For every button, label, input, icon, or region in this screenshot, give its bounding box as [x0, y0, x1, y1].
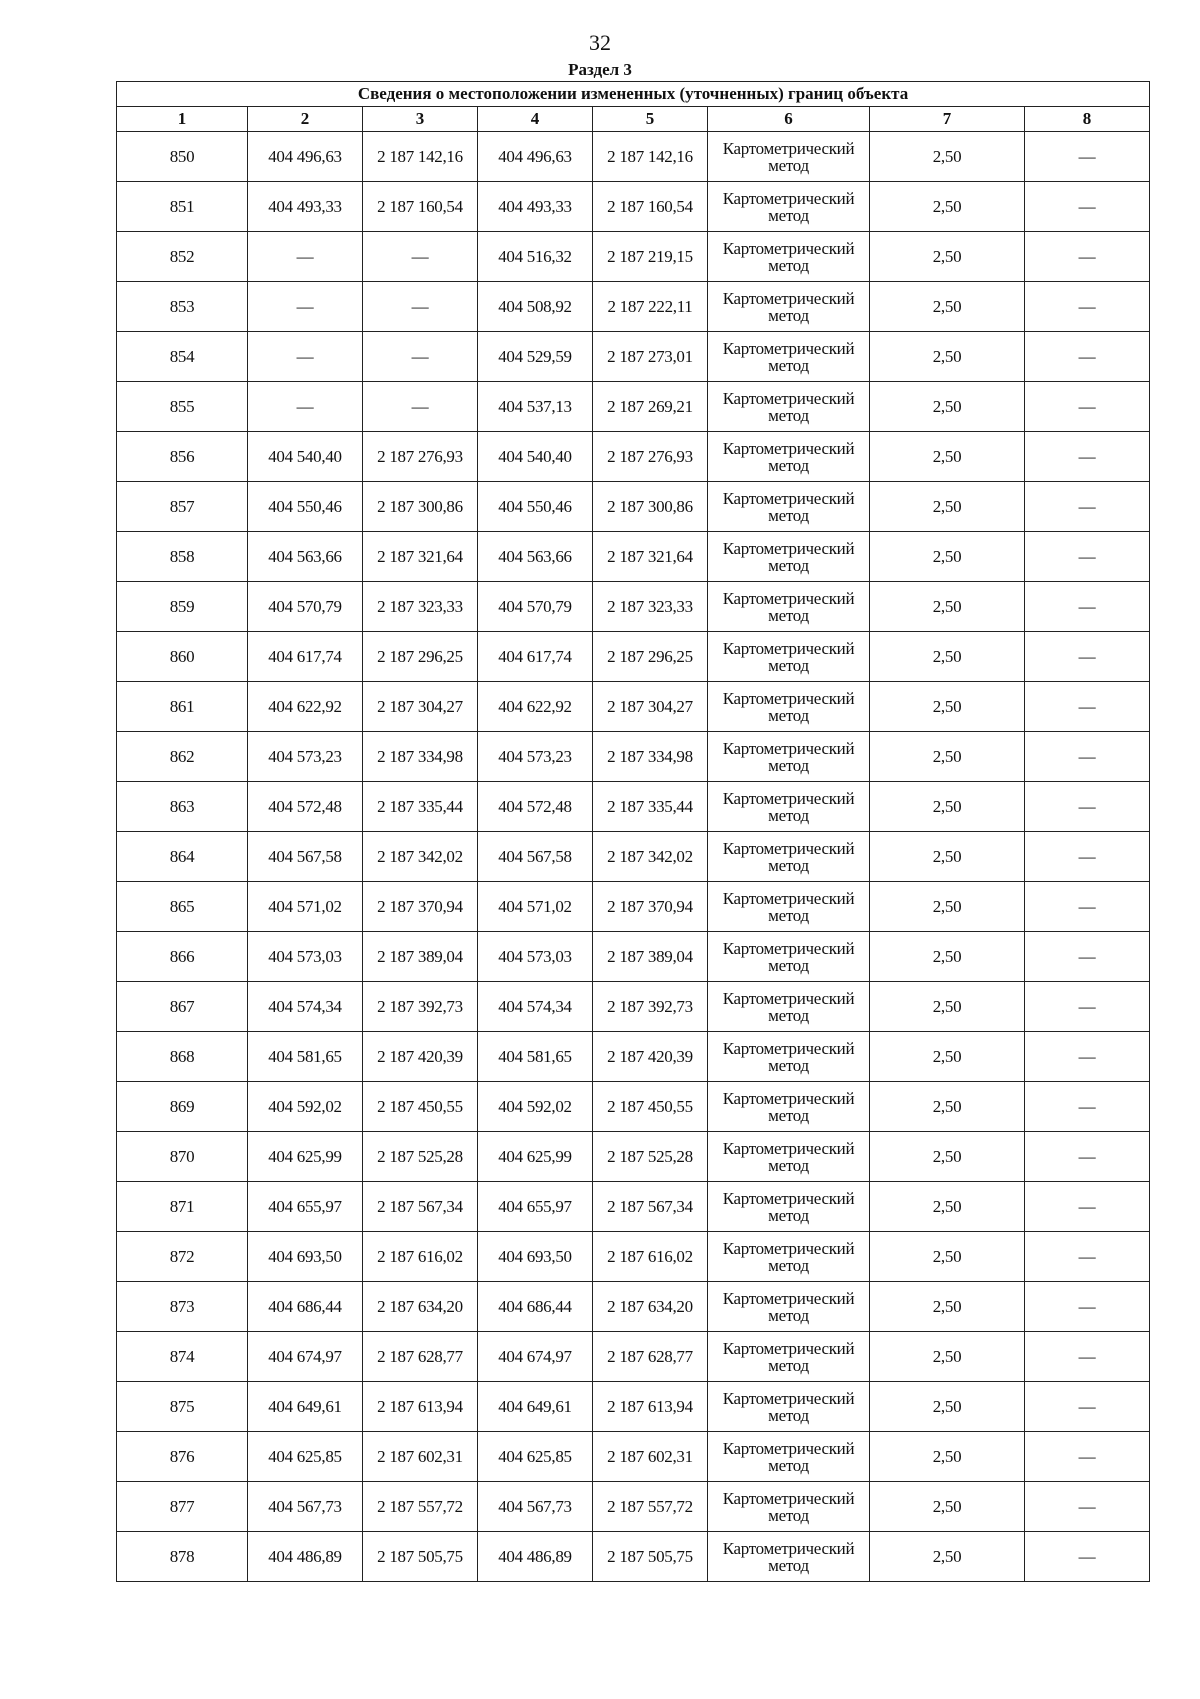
note-cell: — — [1025, 882, 1150, 932]
method-cell: Картометрический метод — [708, 582, 870, 632]
method-cell: Картометрический метод — [708, 1232, 870, 1282]
note-cell: — — [1025, 682, 1150, 732]
x-new-cell: 404 567,73 — [478, 1482, 593, 1532]
y-old-cell: 2 187 505,75 — [363, 1532, 478, 1582]
x-new-cell: 404 571,02 — [478, 882, 593, 932]
coordinates-table — [116, 81, 1150, 1582]
column-number-7: 7 — [870, 107, 1025, 132]
accuracy-cell: 2,50 — [870, 332, 1025, 382]
y-old-cell: 2 187 304,27 — [363, 682, 478, 732]
x-old-cell: 404 622,92 — [248, 682, 363, 732]
note-cell: — — [1025, 1132, 1150, 1182]
method-cell: Картометрический метод — [708, 132, 870, 182]
table-row — [117, 882, 1150, 932]
note-cell: — — [1025, 1032, 1150, 1082]
column-number-4: 4 — [478, 107, 593, 132]
point-number-cell: 854 — [117, 332, 248, 382]
table-row — [117, 132, 1150, 182]
point-number-cell: 850 — [117, 132, 248, 182]
page-number: 32 — [589, 30, 611, 55]
x-old-cell: — — [248, 232, 363, 282]
method-cell: Картометрический метод — [708, 1482, 870, 1532]
note-cell: — — [1025, 332, 1150, 382]
y-new-cell: 2 187 296,25 — [593, 632, 708, 682]
y-new-cell: 2 187 525,28 — [593, 1132, 708, 1182]
method-cell: Картометрический метод — [708, 432, 870, 482]
note-cell: — — [1025, 1482, 1150, 1532]
accuracy-cell: 2,50 — [870, 1032, 1025, 1082]
section-title: Раздел 3 — [568, 60, 632, 79]
point-number-cell: 858 — [117, 532, 248, 582]
x-old-cell: 404 573,03 — [248, 932, 363, 982]
note-cell: — — [1025, 832, 1150, 882]
y-old-cell: 2 187 342,02 — [363, 832, 478, 882]
table-row — [117, 1332, 1150, 1382]
accuracy-cell: 2,50 — [870, 882, 1025, 932]
method-cell: Картометрический метод — [708, 832, 870, 882]
method-cell: Картометрический метод — [708, 682, 870, 732]
x-old-cell: 404 693,50 — [248, 1232, 363, 1282]
x-new-cell: 404 686,44 — [478, 1282, 593, 1332]
method-cell: Картометрический метод — [708, 1382, 870, 1432]
point-number-cell: 867 — [117, 982, 248, 1032]
x-new-cell: 404 592,02 — [478, 1082, 593, 1132]
method-cell: Картометрический метод — [708, 232, 870, 282]
table-row — [117, 932, 1150, 982]
method-cell: Картометрический метод — [708, 282, 870, 332]
point-number-cell: 862 — [117, 732, 248, 782]
x-old-cell: — — [248, 332, 363, 382]
x-old-cell: 404 625,85 — [248, 1432, 363, 1482]
point-number-cell: 873 — [117, 1282, 248, 1332]
note-cell: — — [1025, 582, 1150, 632]
note-cell: — — [1025, 1332, 1150, 1382]
x-old-cell: 404 573,23 — [248, 732, 363, 782]
point-number-cell: 856 — [117, 432, 248, 482]
accuracy-cell: 2,50 — [870, 1132, 1025, 1182]
x-new-cell: 404 649,61 — [478, 1382, 593, 1432]
accuracy-cell: 2,50 — [870, 632, 1025, 682]
x-old-cell: — — [248, 382, 363, 432]
y-new-cell: 2 187 321,64 — [593, 532, 708, 582]
table-row — [117, 732, 1150, 782]
y-old-cell: 2 187 160,54 — [363, 182, 478, 232]
table-row — [117, 332, 1150, 382]
x-new-cell: 404 537,13 — [478, 382, 593, 432]
table-row — [117, 832, 1150, 882]
point-number-cell: 860 — [117, 632, 248, 682]
y-old-cell: 2 187 335,44 — [363, 782, 478, 832]
accuracy-cell: 2,50 — [870, 382, 1025, 432]
x-old-cell: 404 563,66 — [248, 532, 363, 582]
accuracy-cell: 2,50 — [870, 1382, 1025, 1432]
method-cell: Картометрический метод — [708, 732, 870, 782]
x-new-cell: 404 573,03 — [478, 932, 593, 982]
y-old-cell: — — [363, 282, 478, 332]
y-new-cell: 2 187 389,04 — [593, 932, 708, 982]
x-old-cell: 404 686,44 — [248, 1282, 363, 1332]
note-cell: — — [1025, 982, 1150, 1032]
point-number-cell: 874 — [117, 1332, 248, 1382]
x-old-cell: 404 567,58 — [248, 832, 363, 882]
note-cell: — — [1025, 532, 1150, 582]
accuracy-cell: 2,50 — [870, 1332, 1025, 1382]
note-cell: — — [1025, 432, 1150, 482]
column-number-row — [117, 107, 1150, 132]
y-old-cell: 2 187 450,55 — [363, 1082, 478, 1132]
table-row — [117, 382, 1150, 432]
column-number-5: 5 — [593, 107, 708, 132]
y-old-cell: 2 187 628,77 — [363, 1332, 478, 1382]
x-old-cell: 404 592,02 — [248, 1082, 363, 1132]
note-cell: — — [1025, 1082, 1150, 1132]
method-cell: Картометрический метод — [708, 882, 870, 932]
x-old-cell: 404 486,89 — [248, 1532, 363, 1582]
accuracy-cell: 2,50 — [870, 532, 1025, 582]
accuracy-cell: 2,50 — [870, 1532, 1025, 1582]
y-new-cell: 2 187 557,72 — [593, 1482, 708, 1532]
accuracy-cell: 2,50 — [870, 832, 1025, 882]
method-cell: Картометрический метод — [708, 332, 870, 382]
x-old-cell: 404 571,02 — [248, 882, 363, 932]
table-row — [117, 632, 1150, 682]
note-cell: — — [1025, 1282, 1150, 1332]
table-row — [117, 1082, 1150, 1132]
accuracy-cell: 2,50 — [870, 1282, 1025, 1332]
note-cell: — — [1025, 1232, 1150, 1282]
y-new-cell: 2 187 370,94 — [593, 882, 708, 932]
x-new-cell: 404 625,99 — [478, 1132, 593, 1182]
x-new-cell: 404 516,32 — [478, 232, 593, 282]
point-number-cell: 868 — [117, 1032, 248, 1082]
y-old-cell: 2 187 389,04 — [363, 932, 478, 982]
table-row — [117, 482, 1150, 532]
point-number-cell: 866 — [117, 932, 248, 982]
accuracy-cell: 2,50 — [870, 282, 1025, 332]
y-old-cell: — — [363, 382, 478, 432]
x-old-cell: 404 674,97 — [248, 1332, 363, 1382]
method-cell: Картометрический метод — [708, 382, 870, 432]
x-old-cell: 404 649,61 — [248, 1382, 363, 1432]
y-new-cell: 2 187 334,98 — [593, 732, 708, 782]
y-old-cell: 2 187 613,94 — [363, 1382, 478, 1432]
note-cell: — — [1025, 1182, 1150, 1232]
y-old-cell: — — [363, 332, 478, 382]
point-number-cell: 861 — [117, 682, 248, 732]
y-old-cell: 2 187 616,02 — [363, 1232, 478, 1282]
accuracy-cell: 2,50 — [870, 782, 1025, 832]
table-row — [117, 432, 1150, 482]
accuracy-cell: 2,50 — [870, 482, 1025, 532]
y-new-cell: 2 187 300,86 — [593, 482, 708, 532]
note-cell: — — [1025, 732, 1150, 782]
x-old-cell: — — [248, 282, 363, 332]
x-new-cell: 404 573,23 — [478, 732, 593, 782]
table-row — [117, 1482, 1150, 1532]
method-cell: Картометрический метод — [708, 782, 870, 832]
accuracy-cell: 2,50 — [870, 1082, 1025, 1132]
x-new-cell: 404 508,92 — [478, 282, 593, 332]
accuracy-cell: 2,50 — [870, 732, 1025, 782]
x-old-cell: 404 655,97 — [248, 1182, 363, 1232]
accuracy-cell: 2,50 — [870, 232, 1025, 282]
y-new-cell: 2 187 613,94 — [593, 1382, 708, 1432]
table-row — [117, 532, 1150, 582]
note-cell: — — [1025, 1532, 1150, 1582]
y-old-cell: 2 187 525,28 — [363, 1132, 478, 1182]
table-row — [117, 182, 1150, 232]
y-old-cell: — — [363, 232, 478, 282]
x-new-cell: 404 655,97 — [478, 1182, 593, 1232]
accuracy-cell: 2,50 — [870, 132, 1025, 182]
y-new-cell: 2 187 634,20 — [593, 1282, 708, 1332]
method-cell: Картометрический метод — [708, 1282, 870, 1332]
point-number-cell: 859 — [117, 582, 248, 632]
x-old-cell: 404 570,79 — [248, 582, 363, 632]
x-new-cell: 404 493,33 — [478, 182, 593, 232]
point-number-cell: 876 — [117, 1432, 248, 1482]
point-number-cell: 870 — [117, 1132, 248, 1182]
method-cell: Картометрический метод — [708, 632, 870, 682]
x-old-cell: 404 567,73 — [248, 1482, 363, 1532]
point-number-cell: 877 — [117, 1482, 248, 1532]
accuracy-cell: 2,50 — [870, 582, 1025, 632]
x-new-cell: 404 529,59 — [478, 332, 593, 382]
x-new-cell: 404 570,79 — [478, 582, 593, 632]
accuracy-cell: 2,50 — [870, 182, 1025, 232]
table-row — [117, 282, 1150, 332]
method-cell: Картометрический метод — [708, 482, 870, 532]
x-new-cell: 404 486,89 — [478, 1532, 593, 1582]
y-old-cell: 2 187 323,33 — [363, 582, 478, 632]
point-number-cell: 863 — [117, 782, 248, 832]
note-cell: — — [1025, 932, 1150, 982]
y-old-cell: 2 187 370,94 — [363, 882, 478, 932]
y-new-cell: 2 187 142,16 — [593, 132, 708, 182]
table-body — [117, 132, 1150, 1582]
y-old-cell: 2 187 300,86 — [363, 482, 478, 532]
y-old-cell: 2 187 602,31 — [363, 1432, 478, 1482]
note-cell: — — [1025, 232, 1150, 282]
point-number-cell: 864 — [117, 832, 248, 882]
method-cell: Картометрический метод — [708, 1032, 870, 1082]
y-old-cell: 2 187 334,98 — [363, 732, 478, 782]
y-new-cell: 2 187 160,54 — [593, 182, 708, 232]
y-old-cell: 2 187 567,34 — [363, 1182, 478, 1232]
column-number-8: 8 — [1025, 107, 1150, 132]
x-new-cell: 404 567,58 — [478, 832, 593, 882]
y-new-cell: 2 187 505,75 — [593, 1532, 708, 1582]
table-row — [117, 1232, 1150, 1282]
table-row — [117, 1532, 1150, 1582]
x-new-cell: 404 550,46 — [478, 482, 593, 532]
method-cell: Картометрический метод — [708, 532, 870, 582]
y-new-cell: 2 187 219,15 — [593, 232, 708, 282]
y-new-cell: 2 187 342,02 — [593, 832, 708, 882]
y-new-cell: 2 187 602,31 — [593, 1432, 708, 1482]
y-old-cell: 2 187 420,39 — [363, 1032, 478, 1082]
y-new-cell: 2 187 616,02 — [593, 1232, 708, 1282]
x-new-cell: 404 572,48 — [478, 782, 593, 832]
y-new-cell: 2 187 276,93 — [593, 432, 708, 482]
table-row — [117, 1382, 1150, 1432]
y-new-cell: 2 187 269,21 — [593, 382, 708, 432]
x-old-cell: 404 617,74 — [248, 632, 363, 682]
y-new-cell: 2 187 273,01 — [593, 332, 708, 382]
table-row — [117, 1432, 1150, 1482]
point-number-cell: 865 — [117, 882, 248, 932]
y-new-cell: 2 187 392,73 — [593, 982, 708, 1032]
point-number-cell: 872 — [117, 1232, 248, 1282]
note-cell: — — [1025, 282, 1150, 332]
x-new-cell: 404 622,92 — [478, 682, 593, 732]
x-new-cell: 404 574,34 — [478, 982, 593, 1032]
note-cell: — — [1025, 382, 1150, 432]
y-old-cell: 2 187 634,20 — [363, 1282, 478, 1332]
x-new-cell: 404 563,66 — [478, 532, 593, 582]
x-new-cell: 404 617,74 — [478, 632, 593, 682]
accuracy-cell: 2,50 — [870, 432, 1025, 482]
y-new-cell: 2 187 335,44 — [593, 782, 708, 832]
note-cell: — — [1025, 1382, 1150, 1432]
x-old-cell: 404 550,46 — [248, 482, 363, 532]
x-new-cell: 404 674,97 — [478, 1332, 593, 1382]
point-number-cell: 871 — [117, 1182, 248, 1232]
method-cell: Картометрический метод — [708, 1182, 870, 1232]
y-old-cell: 2 187 142,16 — [363, 132, 478, 182]
accuracy-cell: 2,50 — [870, 1232, 1025, 1282]
point-number-cell: 857 — [117, 482, 248, 532]
method-cell: Картометрический метод — [708, 182, 870, 232]
x-old-cell: 404 540,40 — [248, 432, 363, 482]
x-old-cell: 404 581,65 — [248, 1032, 363, 1082]
y-old-cell: 2 187 296,25 — [363, 632, 478, 682]
column-number-2: 2 — [248, 107, 363, 132]
note-cell: — — [1025, 1432, 1150, 1482]
column-number-1: 1 — [117, 107, 248, 132]
y-new-cell: 2 187 222,11 — [593, 282, 708, 332]
method-cell: Картометрический метод — [708, 1082, 870, 1132]
y-old-cell: 2 187 557,72 — [363, 1482, 478, 1532]
x-old-cell: 404 493,33 — [248, 182, 363, 232]
x-new-cell: 404 693,50 — [478, 1232, 593, 1282]
table-row — [117, 1282, 1150, 1332]
accuracy-cell: 2,50 — [870, 932, 1025, 982]
x-old-cell: 404 625,99 — [248, 1132, 363, 1182]
y-new-cell: 2 187 420,39 — [593, 1032, 708, 1082]
note-cell: — — [1025, 182, 1150, 232]
column-number-3: 3 — [363, 107, 478, 132]
point-number-cell: 878 — [117, 1532, 248, 1582]
note-cell: — — [1025, 632, 1150, 682]
note-cell: — — [1025, 482, 1150, 532]
column-number-6: 6 — [708, 107, 870, 132]
table-row — [117, 682, 1150, 732]
method-cell: Картометрический метод — [708, 982, 870, 1032]
y-new-cell: 2 187 304,27 — [593, 682, 708, 732]
point-number-cell: 869 — [117, 1082, 248, 1132]
accuracy-cell: 2,50 — [870, 1482, 1025, 1532]
method-cell: Картометрический метод — [708, 932, 870, 982]
accuracy-cell: 2,50 — [870, 1432, 1025, 1482]
x-old-cell: 404 496,63 — [248, 132, 363, 182]
accuracy-cell: 2,50 — [870, 682, 1025, 732]
y-old-cell: 2 187 392,73 — [363, 982, 478, 1032]
table-row — [117, 582, 1150, 632]
point-number-cell: 855 — [117, 382, 248, 432]
point-number-cell: 853 — [117, 282, 248, 332]
x-new-cell: 404 581,65 — [478, 1032, 593, 1082]
y-new-cell: 2 187 450,55 — [593, 1082, 708, 1132]
y-new-cell: 2 187 323,33 — [593, 582, 708, 632]
y-old-cell: 2 187 321,64 — [363, 532, 478, 582]
accuracy-cell: 2,50 — [870, 982, 1025, 1032]
table-row — [117, 1032, 1150, 1082]
table-row — [117, 1132, 1150, 1182]
accuracy-cell: 2,50 — [870, 1182, 1025, 1232]
x-new-cell: 404 496,63 — [478, 132, 593, 182]
x-new-cell: 404 625,85 — [478, 1432, 593, 1482]
table-caption: Сведения о местоположении измененных (уточненных) границ объекта — [117, 82, 1150, 107]
x-new-cell: 404 540,40 — [478, 432, 593, 482]
method-cell: Картометрический метод — [708, 1532, 870, 1582]
x-old-cell: 404 572,48 — [248, 782, 363, 832]
table-row — [117, 982, 1150, 1032]
point-number-cell: 851 — [117, 182, 248, 232]
y-new-cell: 2 187 628,77 — [593, 1332, 708, 1382]
method-cell: Картометрический метод — [708, 1332, 870, 1382]
y-new-cell: 2 187 567,34 — [593, 1182, 708, 1232]
table-row — [117, 232, 1150, 282]
method-cell: Картометрический метод — [708, 1432, 870, 1482]
method-cell: Картометрический метод — [708, 1132, 870, 1182]
y-old-cell: 2 187 276,93 — [363, 432, 478, 482]
point-number-cell: 875 — [117, 1382, 248, 1432]
table-row — [117, 782, 1150, 832]
note-cell: — — [1025, 782, 1150, 832]
x-old-cell: 404 574,34 — [248, 982, 363, 1032]
point-number-cell: 852 — [117, 232, 248, 282]
note-cell: — — [1025, 132, 1150, 182]
table-row — [117, 1182, 1150, 1232]
